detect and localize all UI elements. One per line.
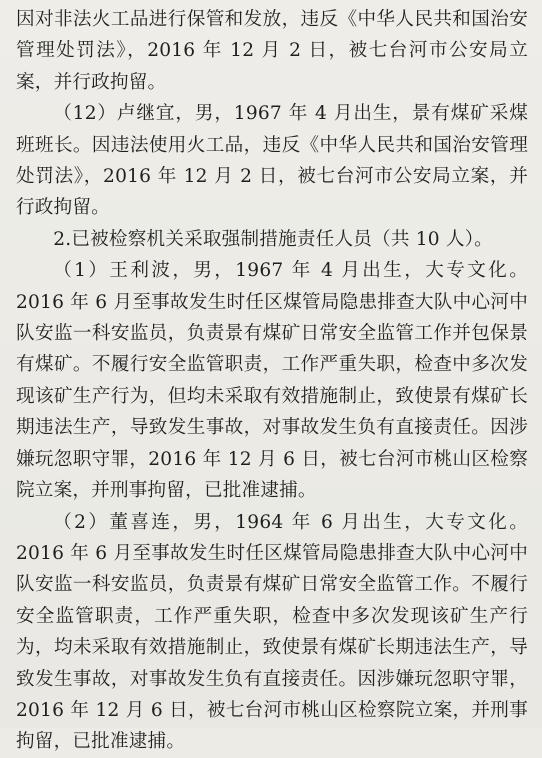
paragraph-1: 因对非法火工品进行保管和发放，违反《中华人民共和国治安管理处罚法》，2016 年 12 月 2 日，被七台河市公安局立案，并行政拘留。 bbox=[16, 9, 528, 93]
section-heading: 2.已被检察机关采取强制措施责任人员（共 10 人）。 bbox=[53, 228, 493, 250]
paragraph-2: （12）卢继宜，男，1967 年 4 月出生，景有煤矿采煤班班长。因违法使用火工品，违反《中华人民共和国治安管理处罚法》，2016 年 12 月 2 日，被七台河市公安局立案，并行政拘留。 bbox=[16, 103, 528, 219]
paragraph-4: （1）王利波，男，1967 年 4 月出生，大专文化。2016 年 6 月至事故发生时任区煤管局隐患排查大队中心河中队安监一科安监员，负责景有煤矿日常安全监管工作并包保景有煤矿。不履行安全监管职责，工作严重失职，检查中多次发现该矿生产行为，但均未采取有效措施制止，致使景有煤矿长期违法生产，导致发生事故，对事故发生负有直接责任。因涉嫌玩忽职守罪，2016 年 12 月 6 日，被七台河市桃山区检察院立案，并刑事拘留，已批准逮捕。 bbox=[16, 260, 528, 502]
paragraph-5: （2）董喜连，男，1964 年 6 月出生，大专文化。2016 年 6 月至事故发生时任区煤管局隐患排查大队中心河中队安监一科安监员，负责景有煤矿日常安全监管工作。不履行安全监管职责，工作严重失职，检查中多次发现该矿生产行为，均未采取有效措施制止，致使景有煤矿长期违法生产，导致发生事故，对事故发生负有直接责任。因涉嫌玩忽职守罪，2016 年 12 月 6 日，被七台河市桃山区检察院立案，并刑事拘留，已批准逮捕。 bbox=[16, 511, 528, 753]
